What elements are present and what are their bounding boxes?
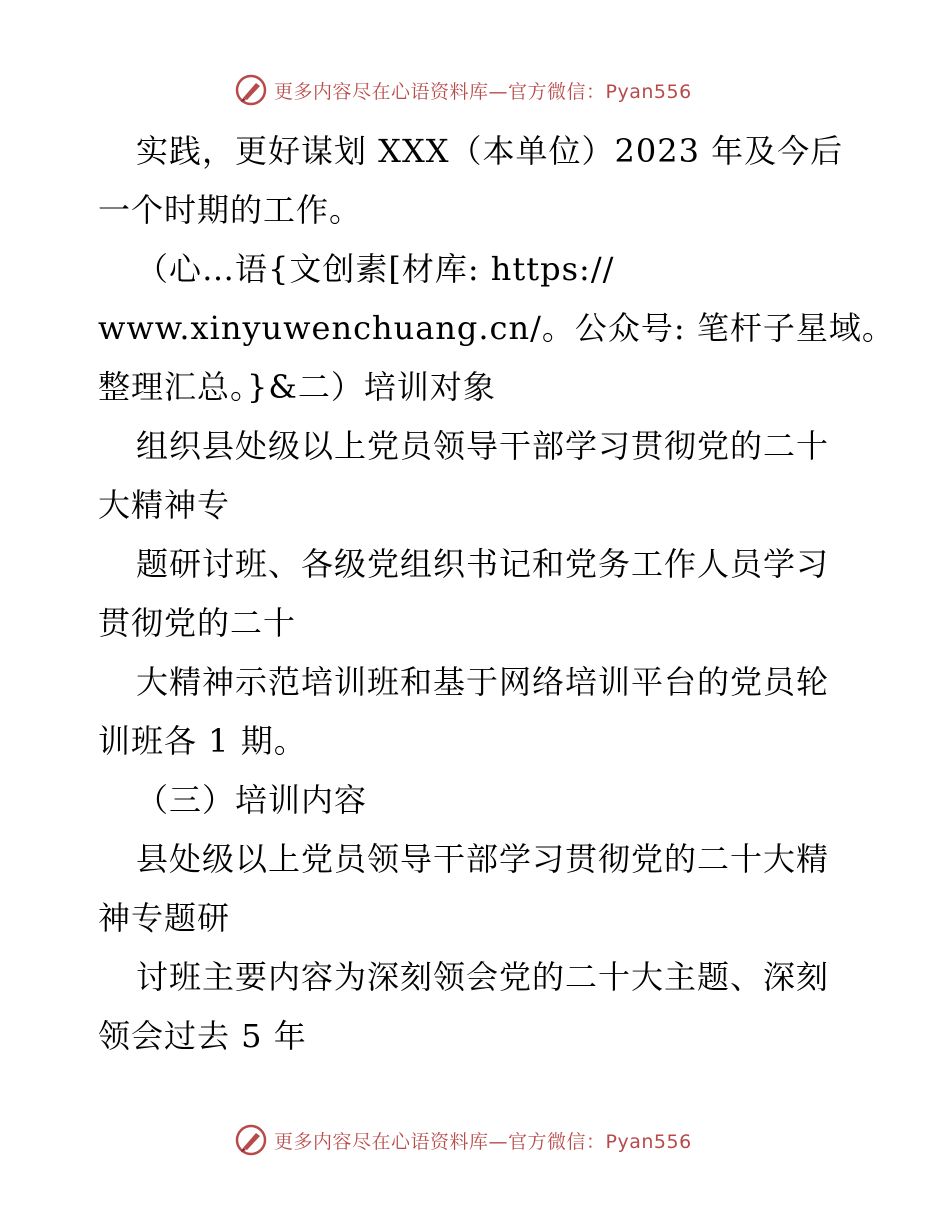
footer-watermark bbox=[234, 1120, 692, 1160]
body-text-line: 整理汇总。}&二）培训对象 bbox=[98, 368, 496, 406]
pen-logo-icon bbox=[234, 1123, 268, 1157]
body-text-line: 神专题研 bbox=[98, 899, 231, 937]
body-text-line: 题研讨班、各级党组织书记和党务工作人员学习 bbox=[136, 545, 830, 583]
header-watermark bbox=[234, 70, 692, 110]
body-text-line: 一个时期的工作。 bbox=[98, 191, 363, 229]
body-text-line: www.xinyuwenchuang.cn/。公众号: 笔杆子星域。 bbox=[98, 309, 895, 347]
body-text-line: 县处级以上党员领导干部学习贯彻党的二十大精 bbox=[136, 840, 830, 878]
body-text-line: 领会过去 5 年 bbox=[98, 1017, 307, 1055]
header-watermark-text: 更多内容尽在心语资料库—官方微信：Pyan556 bbox=[274, 80, 692, 103]
pen-logo-icon bbox=[234, 73, 268, 107]
body-text-line: 训班各 1 期。 bbox=[98, 722, 307, 760]
body-text-line: （心…语{文创素[材库: https:// bbox=[136, 250, 615, 288]
body-text-line: 大精神示范培训班和基于网络培训平台的党员轮 bbox=[136, 663, 830, 701]
footer-watermark-text: 更多内容尽在心语资料库—官方微信：Pyan556 bbox=[274, 1130, 692, 1153]
body-text-line: 贯彻党的二十 bbox=[98, 604, 297, 642]
body-text-line: 实践，更好谋划 XXX（本单位）2023 年及今后 bbox=[136, 132, 844, 170]
body-text-line: 组织县处级以上党员领导干部学习贯彻党的二十 bbox=[136, 427, 830, 465]
body-text-line: 讨班主要内容为深刻领会党的二十大主题、深刻 bbox=[136, 958, 830, 996]
document-body bbox=[98, 122, 895, 1066]
body-text-line: （三）培训内容 bbox=[136, 781, 368, 819]
body-text-line: 大精神专 bbox=[98, 486, 231, 524]
